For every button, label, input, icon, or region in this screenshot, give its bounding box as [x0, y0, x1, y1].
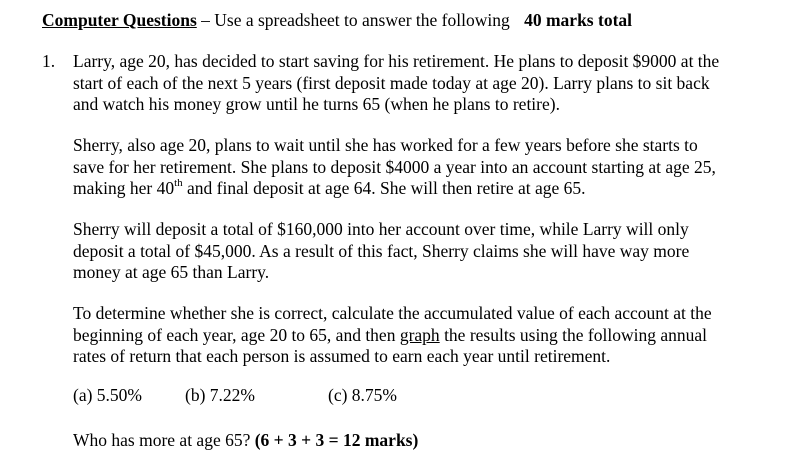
- paragraph-line: [73, 325, 773, 347]
- final-question-text: Who has more at age 65?: [73, 430, 255, 450]
- final-question-marks: (6 + 3 + 3 = 12 marks): [254, 430, 419, 450]
- paragraph-line: Sherry, also age 20, plans to wait until she has worked for a few years before she starts to: [73, 135, 698, 155]
- paragraph-line: money at age 65 than Larry.: [73, 262, 270, 283]
- paragraph-line: Larry, age 20, has decided to start saving for his retirement. He plans to deposit $9000 at the: [73, 51, 720, 71]
- text-fragment: and final deposit at age 64. She will then retire at age 65.: [182, 178, 586, 199]
- paragraph-line: and watch his money grow until he turns 65 (when he plans to retire).: [73, 94, 560, 115]
- section-heading: [42, 9, 632, 31]
- underlined-word-graph: graph: [399, 324, 440, 345]
- text-fragment: the results using the following annual: [439, 324, 708, 345]
- paragraph-line: start of each of the next 5 years (first deposit made today at age 20). Larry plans to sit back: [73, 72, 710, 93]
- option-c: (c) 8.75%: [328, 385, 398, 405]
- paragraph-line: To determine whether she is correct, calculate the accumulated value of each account at the: [73, 303, 712, 323]
- paragraph-larry: [73, 51, 773, 116]
- option-a: (a) 5.50%: [73, 385, 143, 405]
- ordinal-superscript: th: [174, 177, 183, 190]
- final-question: [73, 430, 418, 451]
- paragraph-sherry: [73, 135, 773, 200]
- option-b: (b) 7.22%: [185, 385, 255, 405]
- total-marks: 40 marks total: [524, 10, 633, 30]
- section-instruction: – Use a spreadsheet to answer the following: [196, 10, 515, 30]
- section-title: Computer Questions: [42, 10, 197, 30]
- paragraph-line: [73, 178, 773, 200]
- paragraph-claim: [73, 219, 773, 284]
- paragraph-line: rates of return that each person is assumed to earn each year until retirement.: [73, 346, 611, 367]
- text-fragment: making her 40: [73, 178, 175, 199]
- paragraph-task: [73, 303, 773, 368]
- paragraph-line: save for her retirement. She plans to deposit $4000 a year into an account starting at age 25,: [73, 156, 716, 177]
- paragraph-line: Sherry will deposit a total of $160,000 into her account over time, while Larry will only: [73, 219, 689, 239]
- question-number: 1.: [42, 51, 56, 71]
- paragraph-line: deposit a total of $45,000. As a result of this fact, Sherry claims she will have way more: [73, 240, 690, 261]
- text-fragment: beginning of each year, age 20 to 65, and then: [73, 324, 400, 345]
